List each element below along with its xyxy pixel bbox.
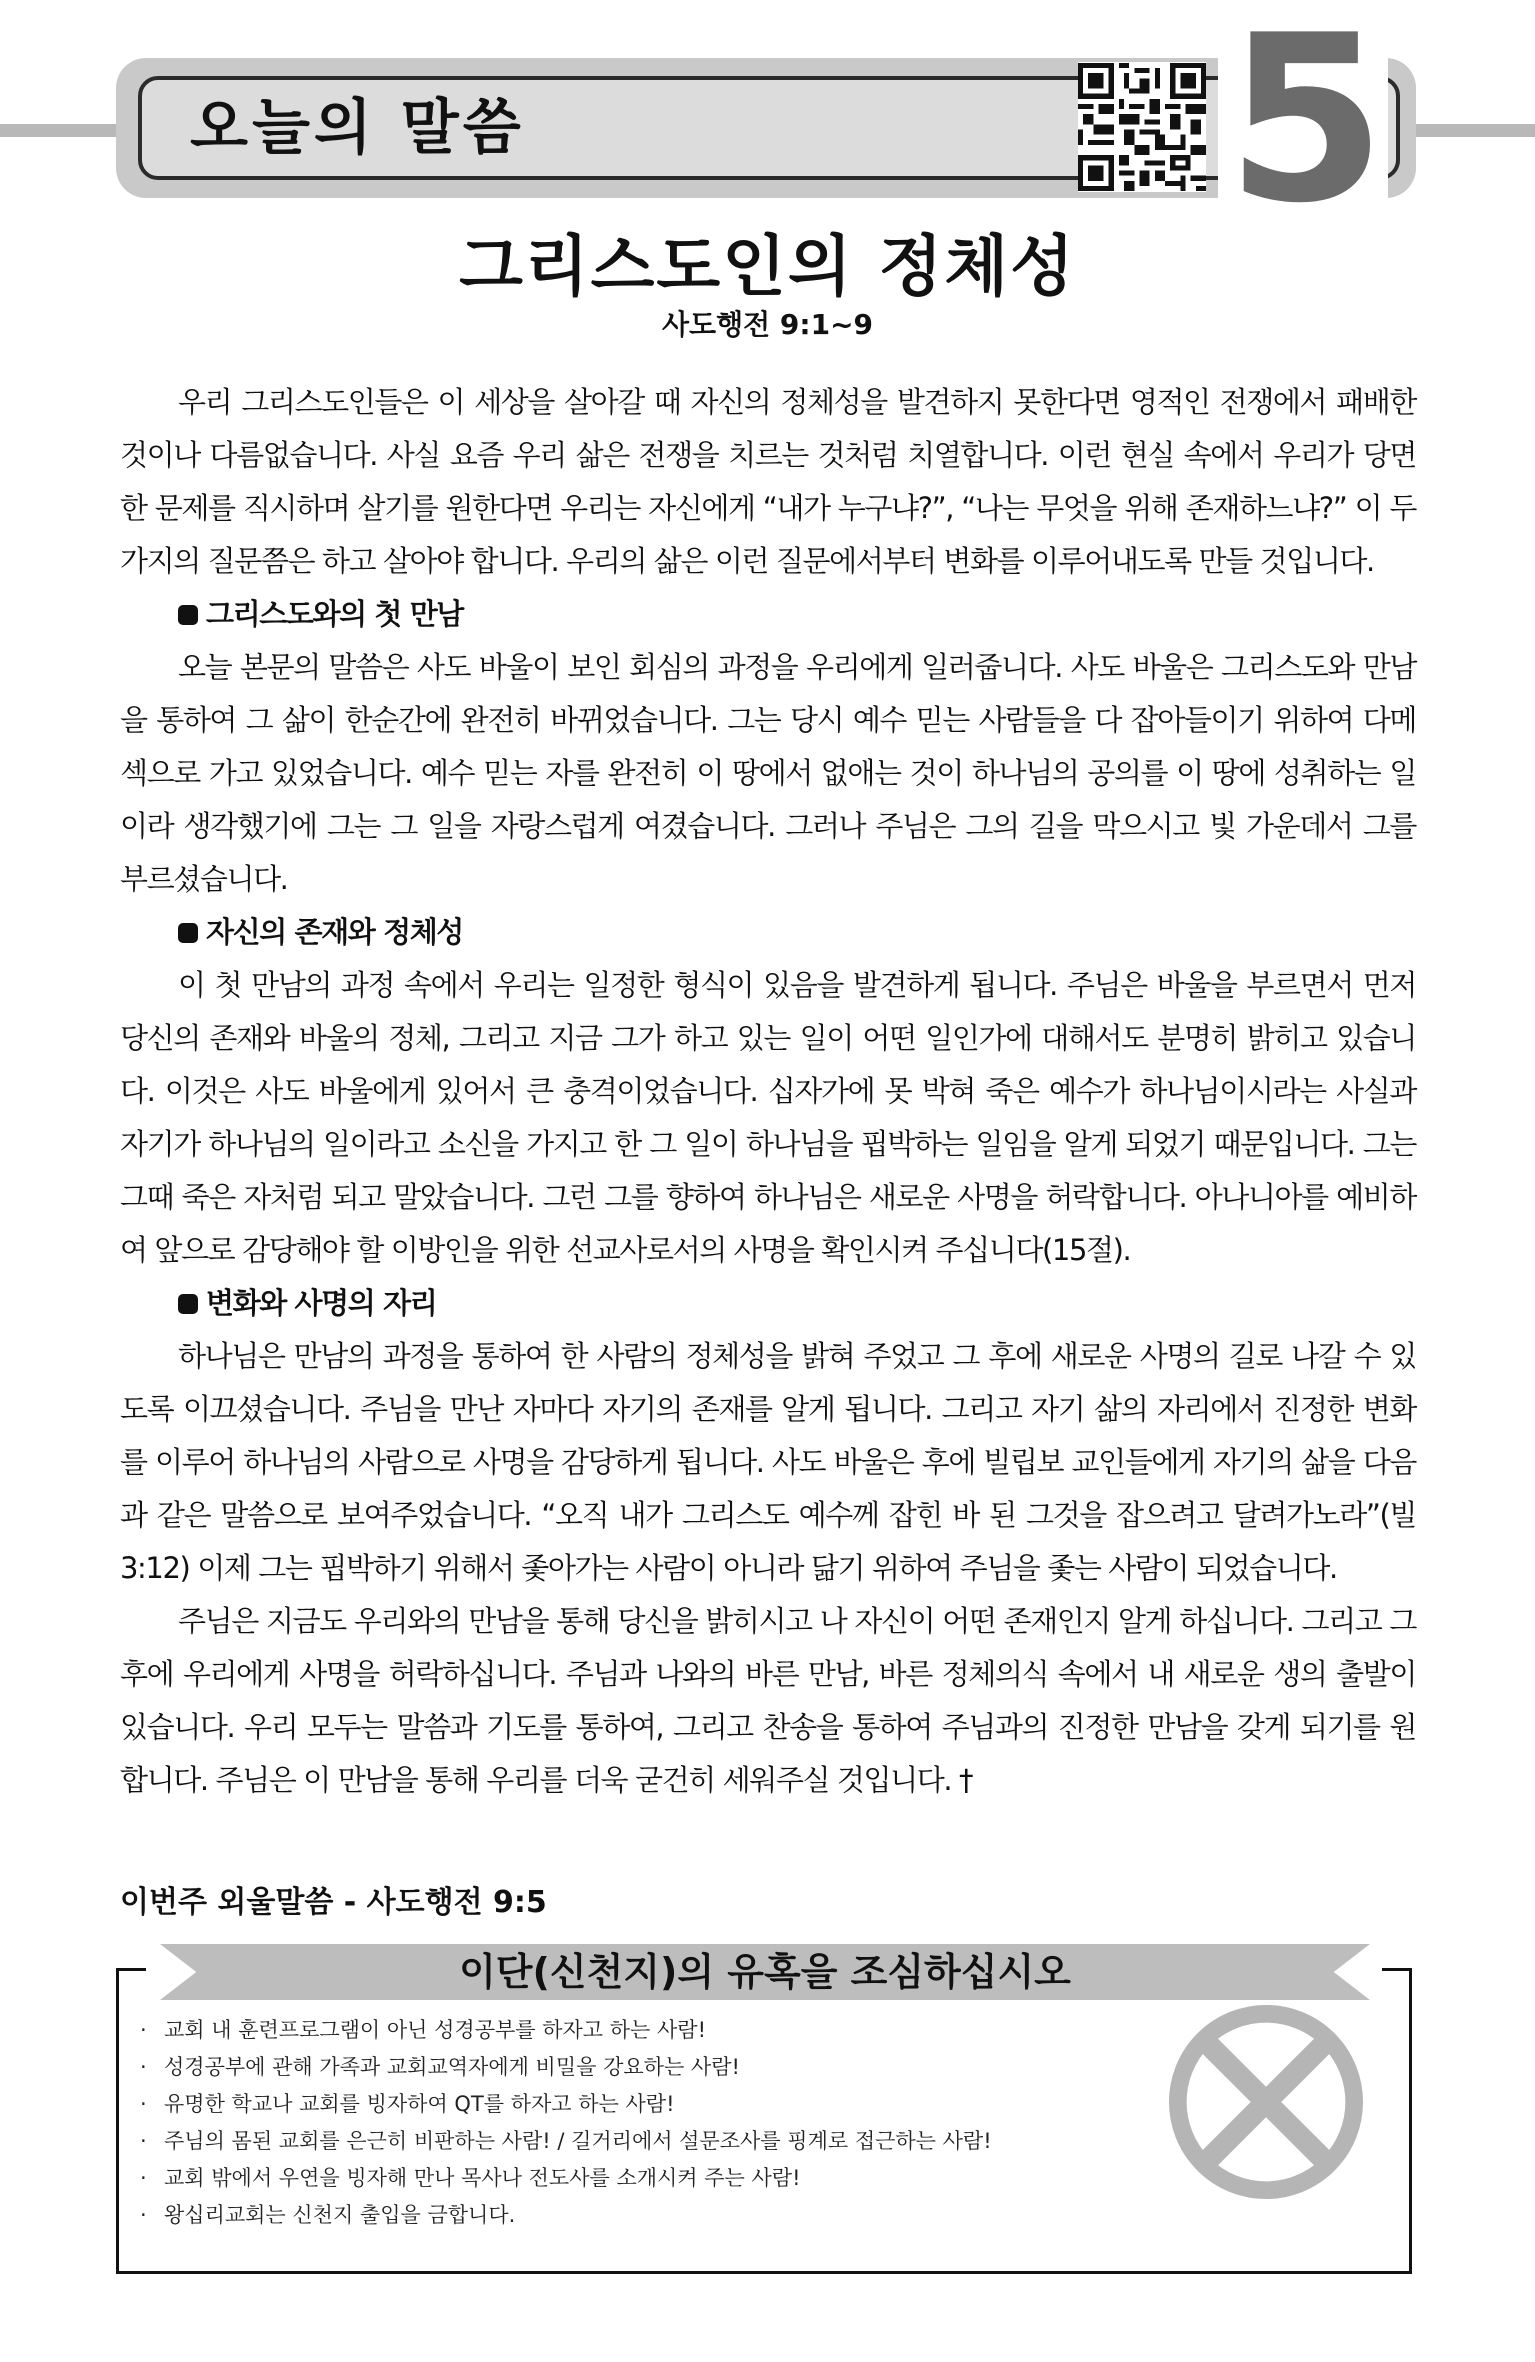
warning-item-text: 주님의 몸된 교회를 은근히 비판하는 사람! / 길거리에서 설문조사를 핑계로 접근하는 사람! <box>164 2129 992 2153</box>
closing-paragraph: 주님은 지금도 우리와의 만남을 통해 당신을 밝히시고 나 자신이 어떤 존재인지 알게 하십니다. 그리고 그 후에 우리에게 사명을 허락하십니다. 주님과 나와의 바른 만남, 바른 정체의식 속에서 내 새로운 생의 출발이 있습니다. 우리 모두는 말씀과 기도를 통하여, 그리고 찬송을 통하여 주님과의 진정한 만남을 갖게 되기를 원합니다. 주님은 이 만남을 통해 우리를 더욱 굳건히 세워주실 것입니다. † <box>120 1604 1416 1797</box>
warning-item-text: 교회 내 훈련프로그램이 아닌 성경공부를 하자고 하는 사람! <box>164 2018 707 2042</box>
section-heading-text: 변화와 사명의 자리 <box>206 1286 437 1320</box>
section-heading <box>120 906 1416 959</box>
warning-item <box>138 2012 992 2049</box>
section-heading-text: 자신의 존재와 정체성 <box>206 915 463 949</box>
square-bullet-icon <box>178 1294 198 1314</box>
bullet-dot: · <box>140 2092 147 2116</box>
intro-paragraph: 우리 그리스도인들은 이 세상을 살아갈 때 자신의 정체성을 발견하지 못한다면 영적인 전쟁에서 패배한 것이나 다름없습니다. 사실 요즘 우리 삶은 전쟁을 치르는 것처럼 치열합니다. 이런 현실 속에서 우리가 당면한 문제를 직시하며 살기를 원한다면 우리는 자신에게 “내가 누구냐?”, “나는 무엇을 위해 존재하느냐?” 이 두 가지의 질문쯤은 하고 살아야 합니다. 우리의 삶은 이런 질문에서부터 변화를 이루어내도록 만들 것입니다. <box>120 385 1416 578</box>
square-bullet-icon <box>178 923 198 943</box>
section-paragraph: 하나님은 만남의 과정을 통하여 한 사람의 정체성을 밝혀 주었고 그 후에 새로운 사명의 길로 나갈 수 있도록 이끄셨습니다. 주님을 만난 자마다 자기의 존재를 알게 됩니다. 그리고 자기 삶의 자리에서 진정한 변화를 이루어 하나님의 사람으로 사명을 감당하게 됩니다. 사도 바울은 후에 빌립보 교인들에게 자기의 삶을 다음과 같은 말씀으로 보여주었습니다. “오직 내가 그리스도 예수께 잡힌 바 된 그것을 잡으려고 달려가노라”(빌3:12) 이제 그는 핍박하기 위해서 좇아가는 사람이 아니라 닮기 위하여 주님을 좇는 사람이 되었습니다. <box>120 1339 1416 1585</box>
scripture-reference: 사도행전 9:1~9 <box>661 308 874 341</box>
section-heading <box>120 1277 1416 1330</box>
memory-verse: 이번주 외울말씀 - 사도행전 9:5 <box>120 1885 547 1920</box>
bullet-dot: · <box>140 2203 147 2227</box>
header-rule-left <box>0 124 130 137</box>
qr-code-icon[interactable] <box>1078 62 1206 192</box>
square-bullet-icon <box>178 605 198 625</box>
warning-item-text: 성경공부에 관해 가족과 교회교역자에게 비밀을 강요하는 사람! <box>164 2055 740 2079</box>
header-rule-right <box>1400 124 1535 137</box>
section-paragraph: 이 첫 만남의 과정 속에서 우리는 일정한 형식이 있음을 발견하게 됩니다. 주님은 바울을 부르면서 먼저 당신의 존재와 바울의 정체, 그리고 지금 그가 하고 있는 일이 어떤 일인가에 대해서도 분명히 밝히고 있습니다. 이것은 사도 바울에게 있어서 큰 충격이었습니다. 십자가에 못 박혀 죽은 예수가 하나님이시라는 사실과 자기가 하나님의 일이라고 소신을 가지고 한 그 일이 하나님을 핍박하는 일임을 알게 되었기 때문입니다. 그는 그때 죽은 자처럼 되고 말았습니다. 그런 그를 향하여 하나님은 새로운 사명을 허락합니다. 아나니아를 예비하여 앞으로 감당해야 할 이방인을 위한 선교사로서의 사명을 확인시켜 주십니다(15절). <box>120 968 1416 1267</box>
section-heading <box>120 588 1416 641</box>
warning-item <box>138 2049 992 2086</box>
prohibition-x-icon <box>1168 2004 1364 2200</box>
sermon-title: 그리스도인의 정체성 <box>459 228 1076 305</box>
warning-item-text: 유명한 학교나 교회를 빙자하여 QT를 하자고 하는 사람! <box>164 2092 675 2116</box>
warning-item <box>138 2086 992 2123</box>
section-paragraph: 오늘 본문의 말씀은 사도 바울이 보인 회심의 과정을 우리에게 일러줍니다. 사도 바울은 그리스도와 만남을 통하여 그 삶이 한순간에 완전히 바뀌었습니다. 그는 당시 예수 믿는 사람들을 다 잡아들이기 위하여 다메섹으로 가고 있었습니다. 예수 믿는 자를 완전히 이 땅에서 없애는 것이 하나님의 공의를 이 땅에 성취하는 일이라 생각했기에 그는 그 일을 자랑스럽게 여겼습니다. 그러나 주님은 그의 길을 막으시고 빛 가운데서 그를 부르셨습니다. <box>120 650 1416 896</box>
bullet-dot: · <box>140 2129 147 2153</box>
warning-item-text: 왕십리교회는 신천지 출입을 금합니다. <box>164 2203 516 2227</box>
warning-item <box>138 2160 992 2197</box>
warning-title: 이단(신천지)의 유혹을 조심하십시오 <box>459 1950 1071 1994</box>
sermon-body <box>120 376 1416 1807</box>
bullet-dot: · <box>140 2055 147 2079</box>
warning-item-text: 교회 밖에서 우연을 빙자해 만나 목사나 전도사를 소개시켜 주는 사람! <box>164 2166 801 2190</box>
warning-item <box>138 2123 992 2160</box>
warning-item <box>138 2197 992 2234</box>
warning-list <box>138 2012 992 2234</box>
warning-box-corner-left <box>116 1968 146 1971</box>
section-heading-text: 그리스도와의 첫 만남 <box>206 597 463 631</box>
page-title: 오늘의 말씀 <box>190 93 525 163</box>
bullet-dot: · <box>140 2166 147 2190</box>
bullet-dot: · <box>140 2018 147 2042</box>
issue-number: 5 <box>1226 0 1387 254</box>
warning-box-corner-right <box>1382 1968 1412 1971</box>
